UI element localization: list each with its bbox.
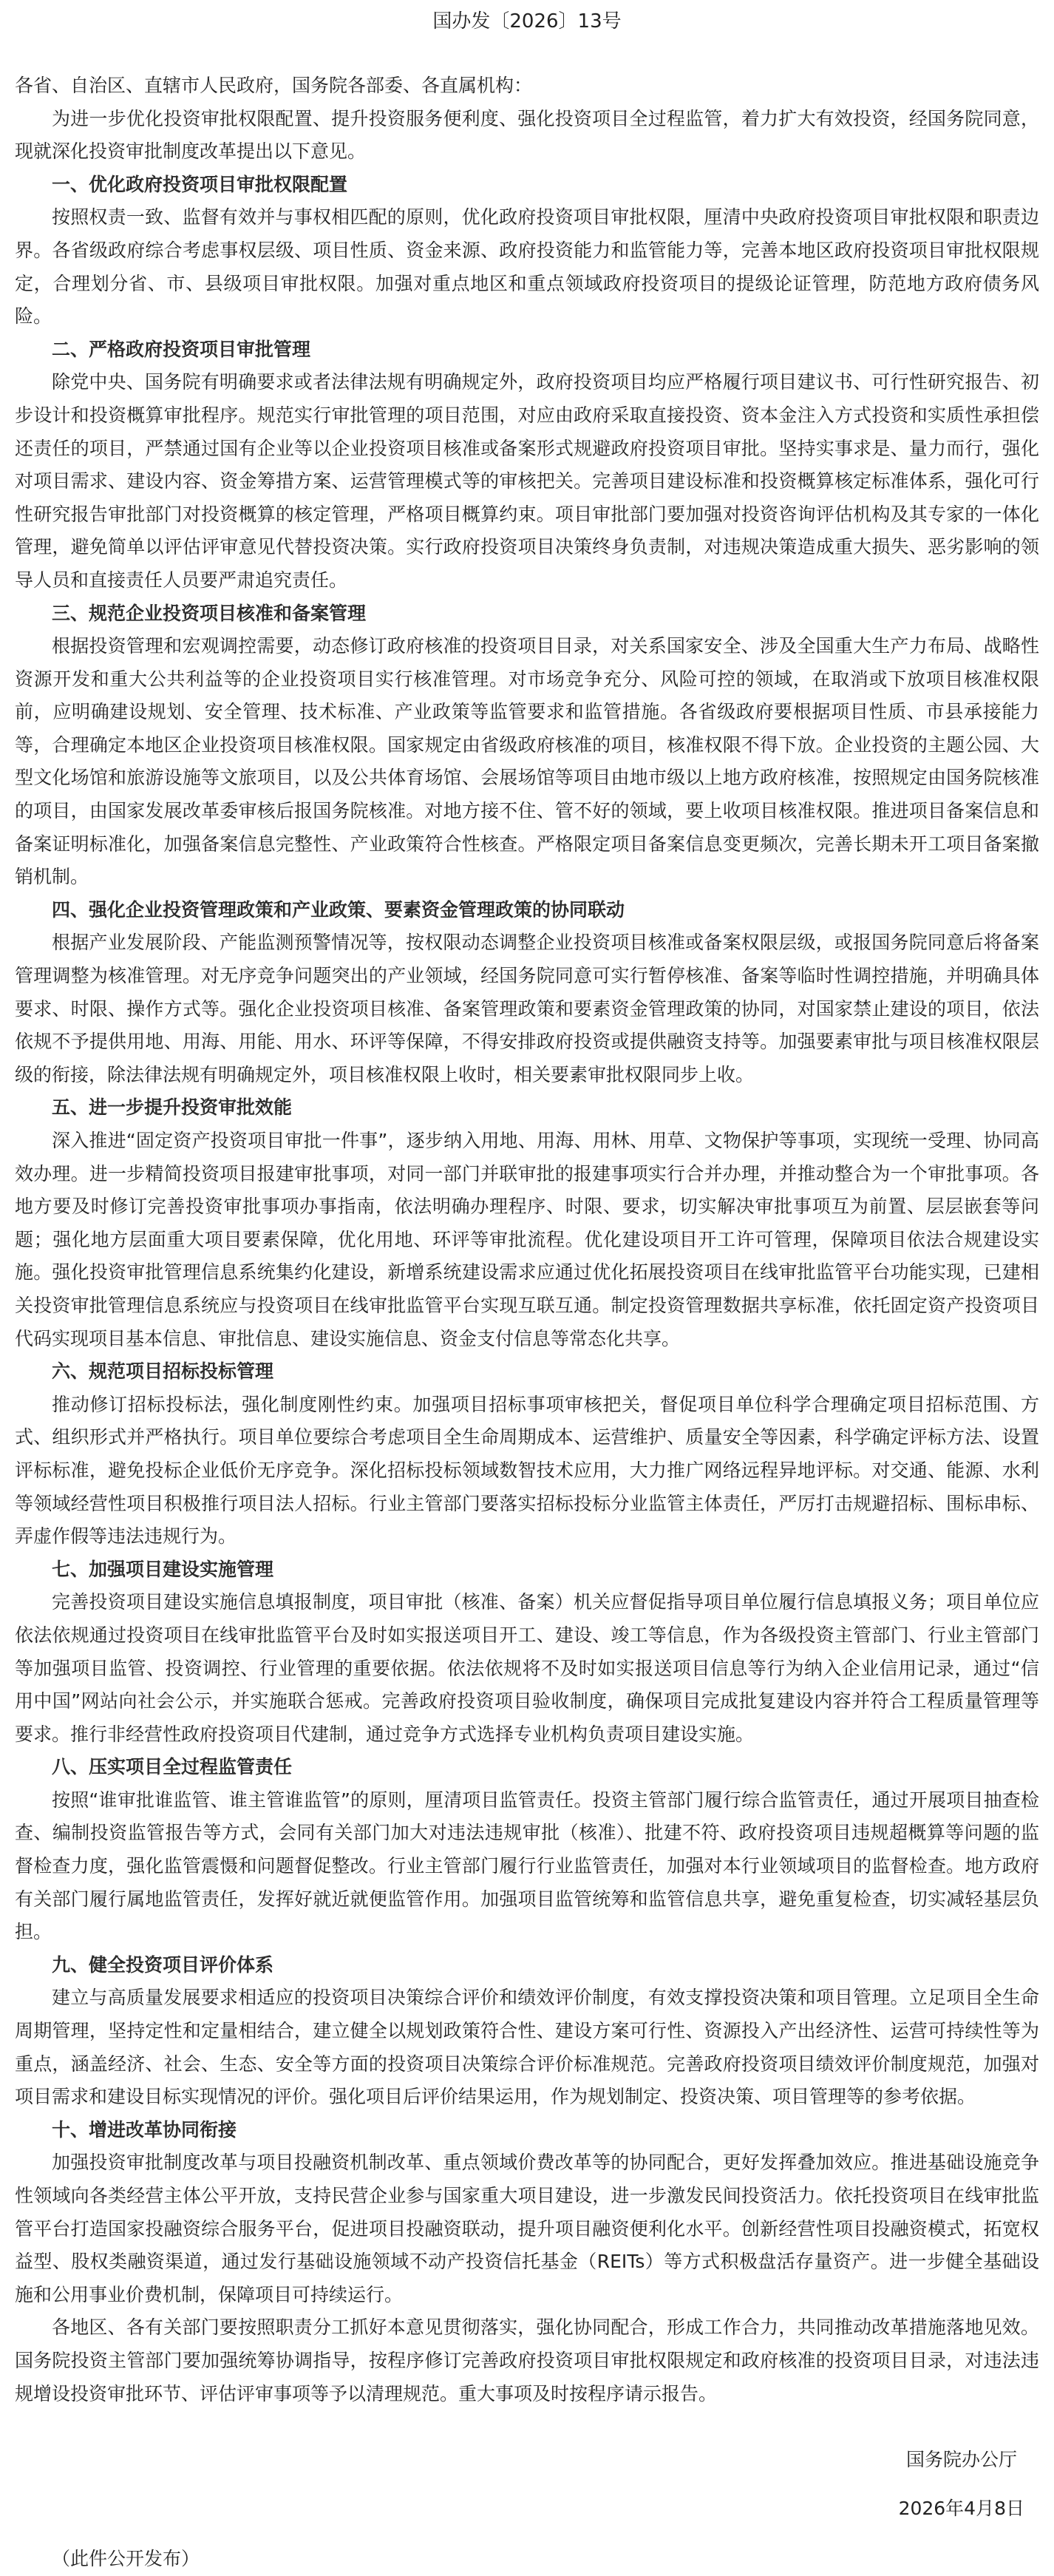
section-heading: 十、增进改革协同衔接 xyxy=(52,2118,237,2141)
section-body: 按照权责一致、监督有效并与事权相匹配的原则，优化政府投资项目审批权限，厘清中央政府投资项目审批权限和职责边界。各省级政府综合考虑事权层级、项目性质、资金来源、政府投资能力和监管能力等，完善本地区政府投资项目审批权限规定，合理划分省、市、县级项目审批权限。加强对重点地区和重点领域政府投资项目的提级论证管理，防范地方政府债务风险。 xyxy=(15,206,1039,328)
addressee: 各省、自治区、直辖市人民政府，国务院各部委、各直属机构： xyxy=(15,75,533,96)
section-heading: 一、优化政府投资项目审批权限配置 xyxy=(52,173,348,195)
doc-number: 国办发〔2026〕13号 xyxy=(432,10,622,33)
document-body xyxy=(15,43,1039,2410)
closing-paragraph: 各地区、各有关部门要按照职责分工抓好本意见贯彻落实，强化协同配合，形成工作合力，共同推动改革措施落地见效。国务院投资主管部门要加强统筹协调指导，按程序修订完善政府投资项目审批权限规定和政府核准的投资项目目录，对违法违规增设投资审批环节、评估评审事项等予以清理规范。重大事项及时按程序请示报告。 xyxy=(15,2316,1039,2404)
publish-note: （此件公开发布） xyxy=(52,2548,200,2570)
section-body: 加强投资审批制度改革与项目投融资机制改革、重点领域价费改革等的协同配合，更好发挥叠加效应。推进基础设施竞争性领域向各类经营主体公平开放，支持民营企业参与国家重大项目建设，进一步激发民间投资活力。依托投资项目在线审批监管平台打造国家投融资综合服务平台，促进项目投融资联动，提升项目融资便利化水平。创新经营性项目投融资模式，拓宽权益型、股权类融资渠道，通过发行基础设施领域不动产投资信托基金（REITs）等方式积极盘活存量资产。进一步健全基础设施和公用事业价费机制，保障项目可持续运行。 xyxy=(15,2152,1039,2305)
section-heading: 七、加强项目建设实施管理 xyxy=(52,1558,274,1580)
section-body: 完善投资项目建设实施信息填报制度，项目审批（核准、备案）机关应督促指导项目单位履行信息填报义务；项目单位应依法依规通过投资项目在线审批监管平台及时如实报送项目开工、建设、竣工等信息，作为各级投资主管部门、行业主管部门等加强项目监管、投资调控、行业管理的重要依据。依法依规将不及时如实报送项目信息等行为纳入企业信用记录，通过“信用中国”网站向社会公示，并实施联合惩戒。完善政府投资项目验收制度，确保项目完成批复建设内容并符合工程质量管理等要求。推行非经营性政府投资项目代建制，通过竞争方式选择专业机构负责项目建设实施。 xyxy=(15,1591,1039,1745)
section-body: 推动修订招标投标法，强化制度刚性约束。加强项目招标事项审核把关，督促项目单位科学合理确定项目招标范围、方式、组织形式并严格执行。项目单位要综合考虑项目全生命周期成本、运营维护、质量安全等因素，科学确定评标方法、设置评标标准，避免投标企业低价无序竞争。深化招标投标领域数智技术应用，大力推广网络远程异地评标。对交通、能源、水利等领域经营性项目积极推行项目法人招标。行业主管部门要落实招标投标分业监管主体责任，严厉打击规避招标、围标串标、弄虚作假等违法违规行为。 xyxy=(15,1393,1039,1548)
section-body: 根据产业发展阶段、产能监测预警情况等，按权限动态调整企业投资项目核准或备案权限层级，或报国务院同意后将备案管理调整为核准管理。对无序竞争问题突出的产业领域，经国务院同意可实行暂停核准、备案等临时性调控措施，并明确具体要求、时限、操作方式等。强化企业投资项目核准、备案管理政策和要素资金管理政策的协同，对国家禁止建设的项目，依法依规不予提供用地、用海、用能、用水、环评等保障，不得安排政府投资或提供融资支持等。加强要素审批与项目核准权限层级的衔接，除法律法规有明确规定外，项目核准权限上收时，相关要素审批权限同步上收。 xyxy=(15,932,1039,1085)
section-heading: 四、强化企业投资管理政策和产业政策、要素资金管理政策的协同联动 xyxy=(52,898,625,921)
section-body: 根据投资管理和宏观调控需要，动态修订政府核准的投资项目目录，对关系国家安全、涉及全国重大生产力布局、战略性资源开发和重大公共利益等的企业投资项目实行核准管理。对市场竞争充分、风险可控的领域，在取消或下放项目核准权限前，应明确建设规划、安全管理、技术标准、产业政策等监管要求和监管措施。各省级政府要根据项目性质、市县承接能力等，合理确定本地区企业投资项目核准权限。国家规定由省级政府核准的项目，核准权限不得下放。企业投资的主题公园、大型文化场馆和旅游设施等文旅项目，以及公共体育场馆、会展场馆等项目由地市级以上地方政府核准，按照规定由国务院核准的项目，由国家发展改革委审核后报国务院核准。对地方接不住、管不好的领域，要上收项目核准权限。推进项目备案信息和备案证明标准化，加强备案信息完整性、产业政策符合性核查。严格限定项目备案信息变更频次，完善长期未开工项目备案撤销机制。 xyxy=(15,635,1039,888)
section-heading: 二、严格政府投资项目审批管理 xyxy=(52,338,311,360)
section-heading: 八、压实项目全过程监管责任 xyxy=(52,1756,293,1778)
signature-date: 2026年4月8日 xyxy=(898,2498,1024,2520)
signature-org: 国务院办公厅 xyxy=(905,2449,1017,2471)
section-heading: 六、规范项目招标投标管理 xyxy=(52,1360,274,1383)
section-heading: 三、规范企业投资项目核准和备案管理 xyxy=(52,602,367,624)
section-body: 深入推进“固定资产投资项目审批一件事”，逐步纳入用地、用海、用林、用草、文物保护等事项，实现统一受理、协同高效办理。进一步精简投资项目报建审批事项，对同一部门并联审批的报建事项实行合并办理，并推动整合为一个审批事项。各地方要及时修订完善投资审批事项办事指南，依法明确办理程序、时限、要求，切实解决审批事项互为前置、层层嵌套等问题；强化地方层面重大项目要素保障，优化用地、环评等审批流程。优化建设项目开工许可管理，保障项目依法合规建设实施。强化投资审批管理信息系统集约化建设，新增系统建设需求应通过优化拓展投资项目在线审批监管平台功能实现，已建相关投资审批管理信息系统应与投资项目在线审批监管平台实现互联互通。制定投资管理数据共享标准，依托固定资产投资项目代码实现项目基本信息、审批信息、建设实施信息、资金支付信息等常态化共享。 xyxy=(15,1130,1039,1349)
signature-block xyxy=(15,2443,1039,2526)
section-body: 按照“谁审批谁监管、谁主管谁监管”的原则，厘清项目监管责任。投资主管部门履行综合监管责任，通过开展项目抽查检查、编制投资监管报告等方式，会同有关部门加大对违法违规审批（核准）、批建不符、政府投资项目违规超概算等问题的监督检查力度，强化监管震慑和问题督促整改。行业主管部门履行行业监管责任，加强对本行业领域项目的监督检查。地方政府有关部门履行属地监管责任，发挥好就近就便监管作用。加强项目监管统筹和监管信息共享，避免重复检查，切实减轻基层负担。 xyxy=(15,1789,1039,1943)
section-heading: 九、健全投资项目评价体系 xyxy=(52,1953,274,1976)
section-body: 建立与高质量发展要求相适应的投资项目决策综合评价和绩效评价制度，有效支撑投资决策和项目管理。立足项目全生命周期管理，坚持定性和定量相结合，建立健全以规划政策符合性、建设方案可行性、资源投入产出经济性、运营可持续性等为重点，涵盖经济、社会、生态、安全等方面的投资项目决策综合评价标准规范。完善政府投资项目绩效评价制度规范，加强对项目需求和建设目标实现情况的评价。强化项目后评价结果运用，作为规划制定、投资决策、项目管理等的参考依据。 xyxy=(15,1987,1039,2108)
section-heading: 五、进一步提升投资审批效能 xyxy=(52,1097,293,1119)
intro-paragraph: 为进一步优化投资审批权限配置、提升投资服务便利度、强化投资项目全过程监管，着力扩大有效投资，经国务院同意，现就深化投资审批制度改革提出以下意见。 xyxy=(15,107,1039,163)
section-body: 除党中央、国务院有明确要求或者法律法规有明确规定外，政府投资项目均应严格履行项目建议书、可行性研究报告、初步设计和投资概算审批程序。规范实行审批管理的项目范围，对应由政府采取直接投资、资本金注入方式投资和实质性承担偿还责任的项目，严禁通过国有企业等以企业投资项目核准或备案形式规避政府投资项目审批。坚持实事求是、量力而行，强化对项目需求、建设内容、资金筹措方案、运营管理模式等的审核把关。完善项目建设标准和投资概算核定标准体系，强化可行性研究报告审批部门对投资概算的核定管理，严格项目概算约束。项目审批部门要加强对投资咨询评估机构及其专家的一体化管理，避免简单以评估评审意见代替投资决策。实行政府投资项目决策终身负责制，对违规决策造成重大损失、恶劣影响的领导人员和直接责任人员要严肃追究责任。 xyxy=(15,371,1039,591)
